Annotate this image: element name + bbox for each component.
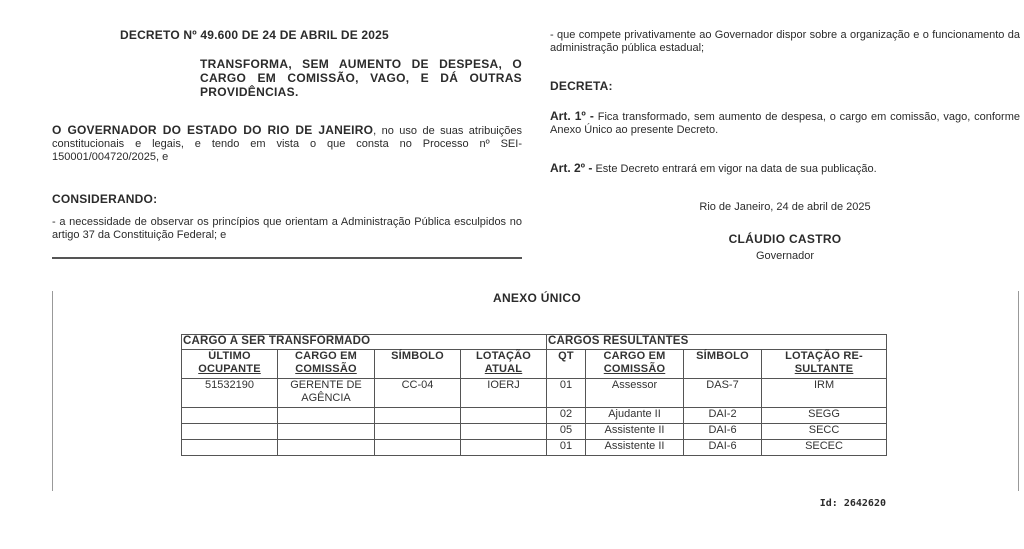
article-2-text: Este Decreto entrará em vigor na data de sua publicação.: [592, 163, 877, 175]
cell-empty: [278, 424, 375, 440]
cell-qt: 01: [547, 440, 586, 456]
cell-qt: 05: [547, 424, 586, 440]
article-1-label: Art. 1º -: [550, 109, 594, 123]
place-date: Rio de Janeiro, 24 de abril de 2025: [699, 201, 871, 213]
table-row: [182, 424, 887, 440]
annex-title: ANEXO ÚNICO: [493, 291, 581, 305]
cell-line: GERENTE DE: [290, 379, 362, 391]
col-header-cargo-em-comissao: [278, 350, 375, 379]
col-header-line: OCUPANTE: [198, 363, 261, 375]
cell-empty: [182, 424, 278, 440]
col-header-lotacao-atual: [461, 350, 547, 379]
preamble-text: , no uso de suas atribuições constitucionais e legais, e tendo em vista o que consta no Processo nº SEI-150001/004720/2025, e: [52, 125, 522, 163]
cell-lotacao-atual: IOERJ: [461, 379, 547, 408]
cell-lotacao-resultante: IRM: [762, 379, 887, 408]
col-header-line: COMISSÃO: [603, 363, 666, 375]
col-header-line: CARGO EM: [294, 350, 358, 362]
considerando-label: CONSIDERANDO:: [52, 192, 158, 206]
document-id: Id: 2642620: [819, 498, 886, 509]
preamble: [52, 124, 522, 164]
table-row: [182, 440, 887, 456]
article-2: [550, 162, 1020, 176]
cell-empty: [375, 440, 461, 456]
left-column-divider: [52, 257, 522, 259]
col-header-line: LOTAÇÃO RE-: [785, 350, 863, 362]
annex-left-border: [52, 291, 53, 491]
article-1: [550, 110, 1020, 137]
col-header-line: COMISSÃO: [295, 363, 357, 375]
table-row: [182, 408, 887, 424]
cell-empty: [182, 440, 278, 456]
cell-simbolo-resultante: DAI-2: [684, 408, 762, 424]
col-header-lotacao-resultante: [762, 350, 887, 379]
cell-empty: [461, 424, 547, 440]
preamble-authority: O GOVERNADOR DO ESTADO DO RIO DE JANEIRO: [52, 123, 374, 137]
signatory-name: CLÁUDIO CASTRO: [728, 232, 842, 246]
cell-empty: [278, 408, 375, 424]
cell-lotacao-resultante: SECEC: [762, 440, 887, 456]
cell-lotacao-resultante: SEGG: [762, 408, 887, 424]
cell-cargo-resultante: Assistente II: [586, 424, 684, 440]
col-header-line: LOTAÇÃO: [476, 350, 531, 362]
article-1-text: Fica transformado, sem aumento de despesa, o cargo em comissão, vago, conforme Anexo Único ao presente Decreto.: [550, 111, 1020, 136]
group-header-resulting: CARGOS RESULTANTES: [547, 335, 887, 350]
cell-cargo-resultante: Assistente II: [586, 440, 684, 456]
col-header-line: SULTANTE: [794, 363, 854, 375]
signatory-role: Governador: [755, 250, 815, 262]
col-header-line: ATUAL: [484, 363, 523, 375]
cell-simbolo: CC-04: [375, 379, 461, 408]
col-header-qt: QT: [547, 350, 586, 379]
cell-empty: [461, 440, 547, 456]
considerando-item-2: - que compete privativamente ao Governador dispor sobre a organização e o funcionamento da administração pública estadual;: [550, 29, 1020, 54]
cell-empty: [278, 440, 375, 456]
cell-qt: 01: [547, 379, 586, 408]
annex-right-border: [1018, 291, 1019, 491]
decree-ementa: TRANSFORMA, SEM AUMENTO DE DESPESA, O CARGO EM COMISSÃO, VAGO, E DÁ OUTRAS PROVIDÊNCIAS.: [200, 57, 522, 99]
group-header-transformed: CARGO A SER TRANSFORMADO: [182, 335, 547, 350]
col-header-simbolo: SÍMBOLO: [375, 350, 461, 379]
article-2-label: Art. 2º -: [550, 161, 593, 175]
cell-cargo-resultante: Assessor: [586, 379, 684, 408]
considerando-item-1: - a necessidade de observar os princípios que orientam a Administração Pública esculpidos no artigo 37 da Constituição Federal; e: [52, 216, 522, 241]
cell-qt: 02: [547, 408, 586, 424]
cell-simbolo-resultante: DAI-6: [684, 424, 762, 440]
col-header-simbolo-resultante: SÍMBOLO: [684, 350, 762, 379]
annex-table: [181, 334, 887, 456]
cell-lotacao-resultante: SECC: [762, 424, 887, 440]
decreta-label: DECRETA:: [550, 79, 613, 93]
cell-empty: [375, 408, 461, 424]
col-header-line: ÚLTIMO: [208, 350, 251, 362]
decree-title: DECRETO Nº 49.600 DE 24 DE ABRIL DE 2025: [120, 28, 389, 42]
cell-ultimo-ocupante: 51532190: [182, 379, 278, 408]
cell-simbolo-resultante: DAS-7: [684, 379, 762, 408]
cell-empty: [182, 408, 278, 424]
cell-cargo-resultante: Ajudante II: [586, 408, 684, 424]
table-row: [182, 379, 887, 408]
col-header-line: CARGO EM: [603, 350, 666, 362]
col-header-cargo-em-comissao-resultante: [586, 350, 684, 379]
cell-simbolo-resultante: DAI-6: [684, 440, 762, 456]
cell-line: AGÊNCIA: [301, 392, 351, 404]
cell-empty: [375, 424, 461, 440]
cell-cargo-transformado: [278, 379, 375, 408]
cell-empty: [461, 408, 547, 424]
col-header-ultimo-ocupante: [182, 350, 278, 379]
